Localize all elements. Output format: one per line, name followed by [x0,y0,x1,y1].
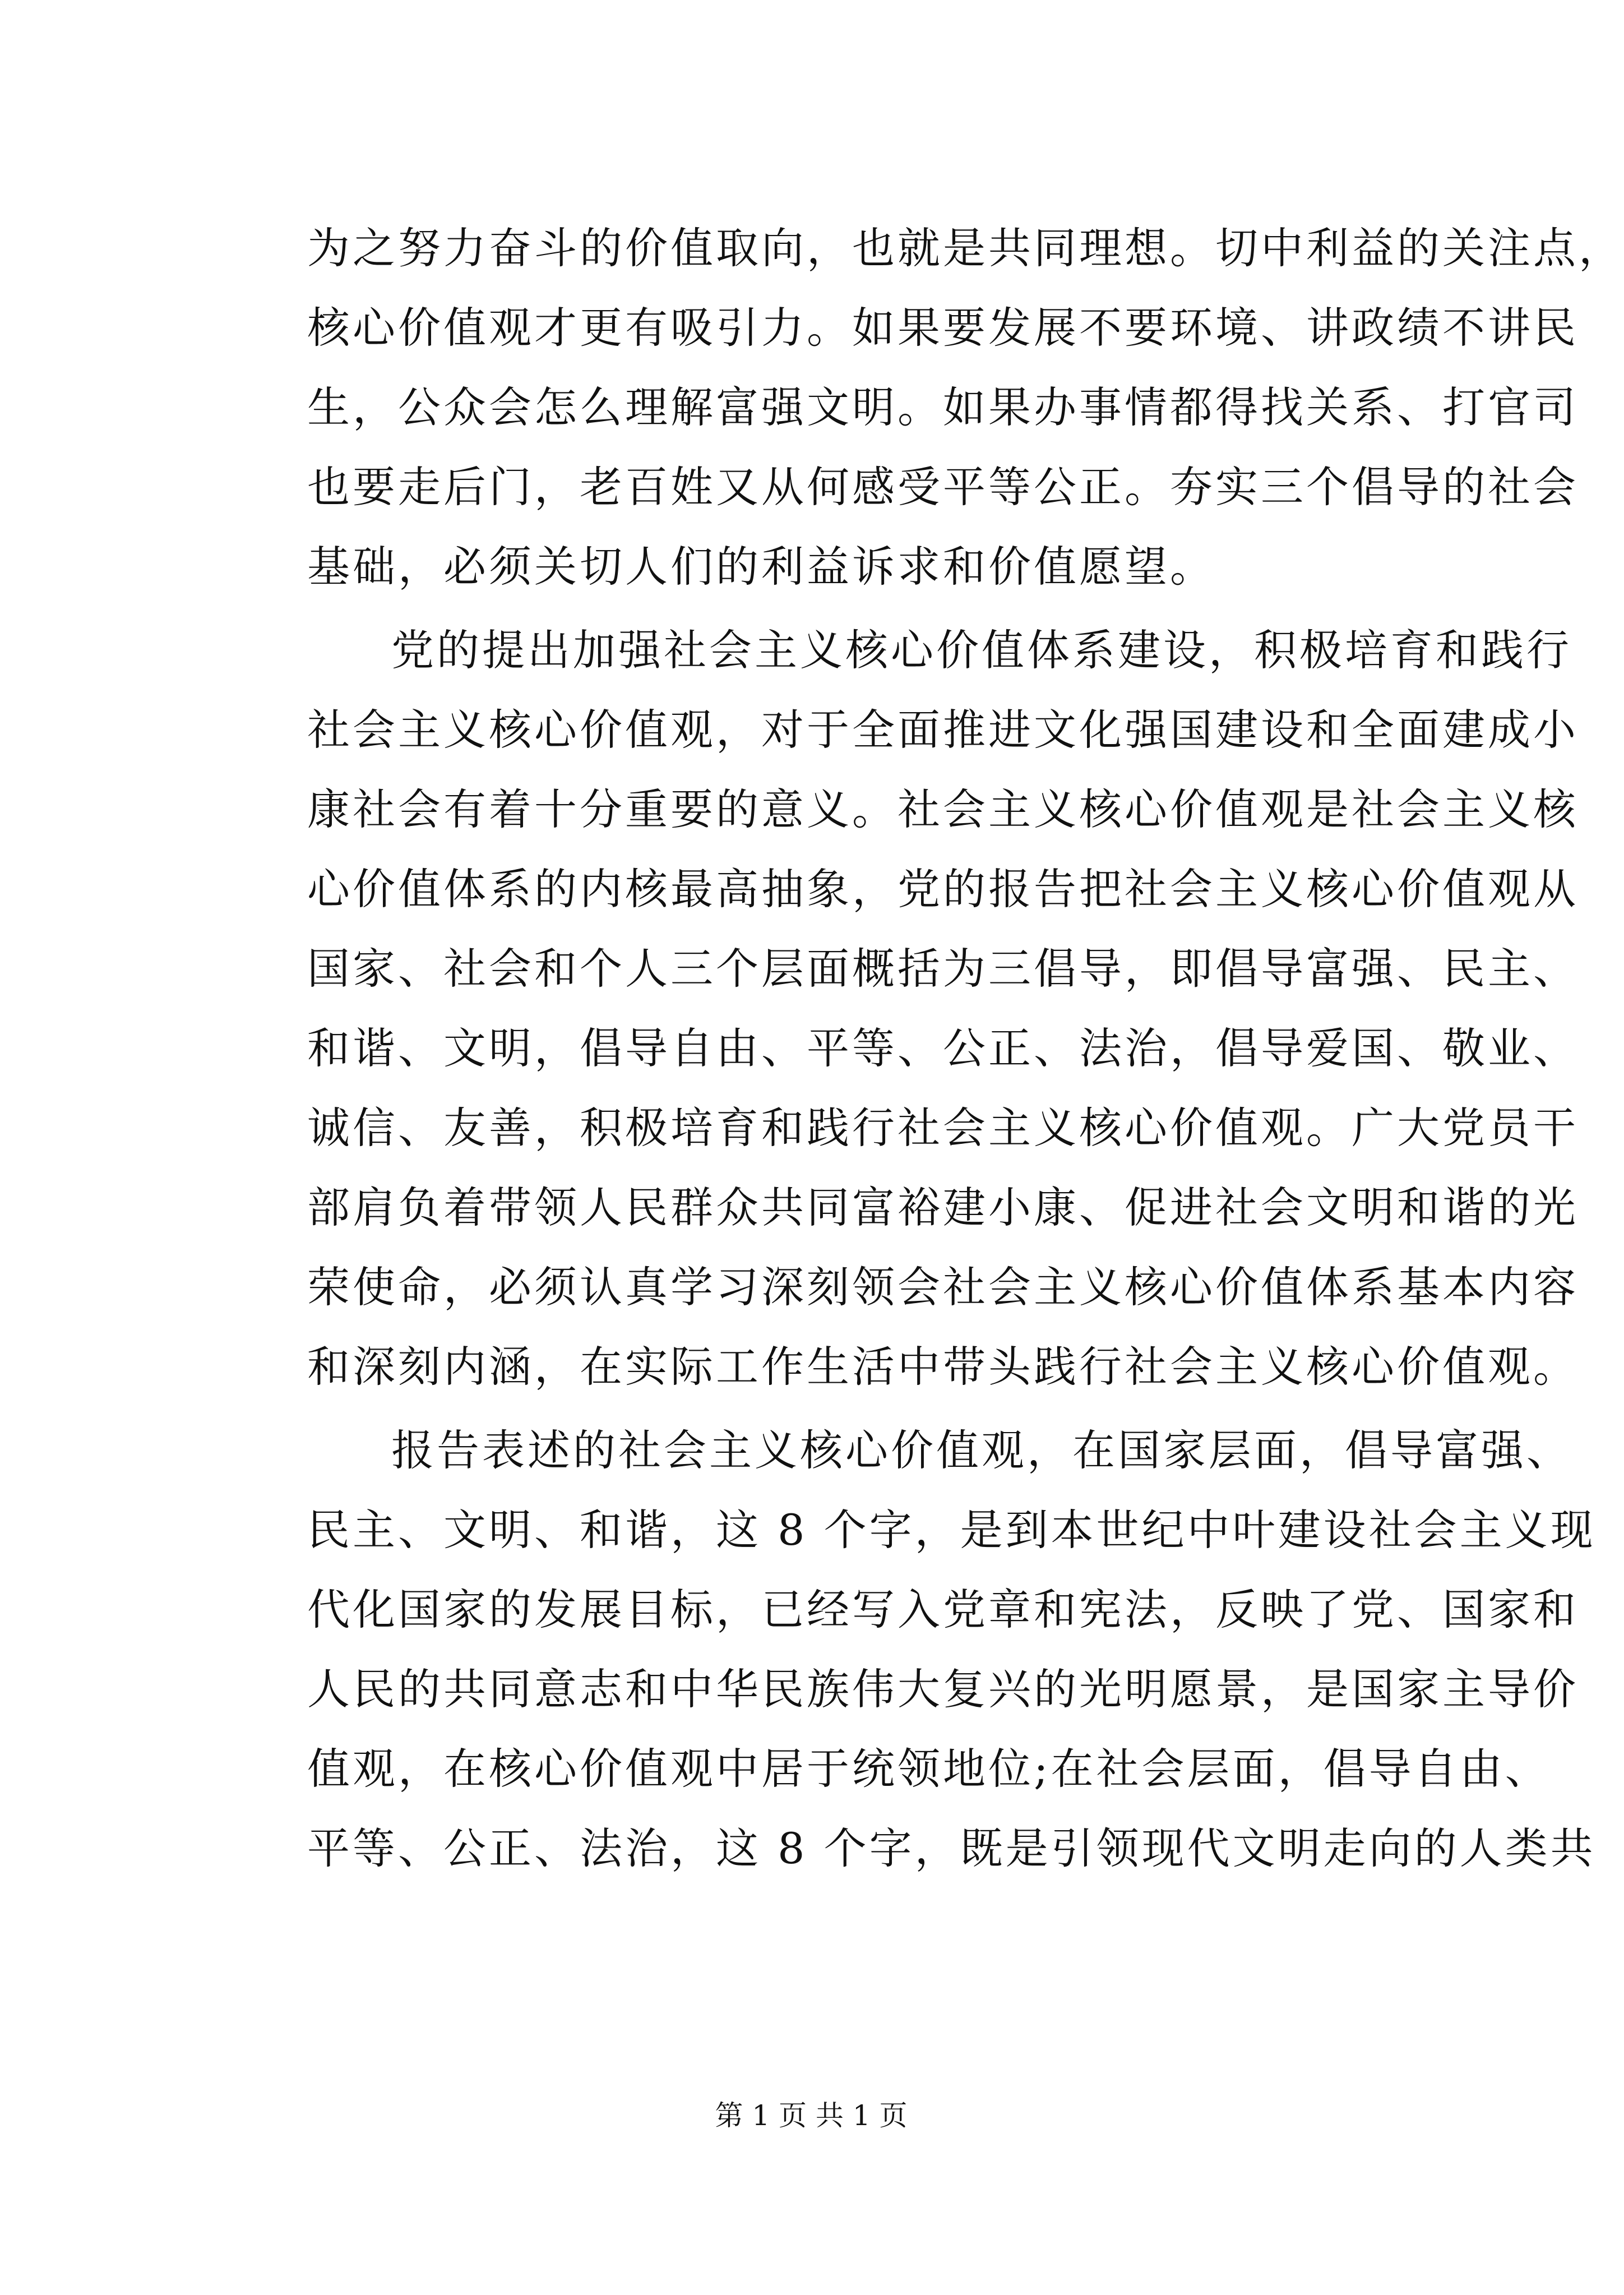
paragraph-2-line-10: 和深刻内涵，在实际工作生活中带头践行社会主义核心价值观。 [307,1342,1579,1392]
paragraph-3-line-6: 平等、公正、法治，这 8 个字，既是引领现代文明走向的人类共 [307,1823,1596,1873]
paragraph-1-line-1: 为之努力奋斗的价值取向，也就是共同理想。切中利益的关注点， [307,223,1624,273]
paragraph-2-line-7: 诚信、友善，积极培育和践行社会主义核心价值观。广大党员干 [307,1103,1579,1153]
paragraph-2-line-6: 和谐、文明，倡导自由、平等、公正、法治，倡导爱国、敬业、 [307,1023,1579,1073]
paragraph-2-line-8: 部肩负着带领人民群众共同富裕建小康、促进社会文明和谐的光 [307,1183,1579,1232]
paragraph-2-line-2: 社会主义核心价值观，对于全面推进文化强国建设和全面建成小 [307,705,1579,755]
document-body [307,209,1624,1888]
paragraph-1-line-2: 核心价值观才更有吸引力。如果要发展不要环境、讲政绩不讲民 [307,303,1579,353]
paragraph-3-line-5: 值观，在核心价值观中居于统领地位;在社会层面，倡导自由、 [307,1744,1551,1794]
paragraph-2-line-4: 心价值体系的内核最高抽象，党的报告把社会主义核心价值观从 [307,864,1579,914]
paragraph-2-line-9: 荣使命，必须认真学习深刻领会社会主义核心价值体系基本内容 [307,1262,1579,1312]
paragraph-2-line-5: 国家、社会和个人三个层面概括为三倡导，即倡导富强、民主、 [307,944,1579,994]
paragraph-3-line-1: 报告表述的社会主义核心价值观，在国家层面，倡导富强、 [391,1425,1572,1475]
paragraph-3-line-4: 人民的共同意志和中华民族伟大复兴的光明愿景，是国家主导价 [307,1664,1579,1714]
paragraph-3-line-2: 民主、文明、和谐，这 8 个字，是到本世纪中叶建设社会主义现 [307,1505,1596,1555]
paragraph-1-line-3: 生，公众会怎么理解富强文明。如果办事情都得找关系、打官司 [307,382,1579,432]
paragraph-2-line-1: 党的提出加强社会主义核心价值体系建设，积极培育和践行 [391,625,1572,675]
paragraph-1-line-4: 也要走后门，老百姓又从何感受平等公正。夯实三个倡导的社会 [307,462,1579,512]
paragraph-3-line-3: 代化国家的发展目标，已经写入党章和宪法，反映了党、国家和 [307,1585,1579,1634]
paragraph-1-line-5: 基础，必须关切人们的利益诉求和价值愿望。 [307,542,1215,592]
page-number-footer: 第 1 页 共 1 页 [715,2099,908,2132]
paragraph-2-line-3: 康社会有着十分重要的意义。社会主义核心价值观是社会主义核 [307,784,1579,834]
